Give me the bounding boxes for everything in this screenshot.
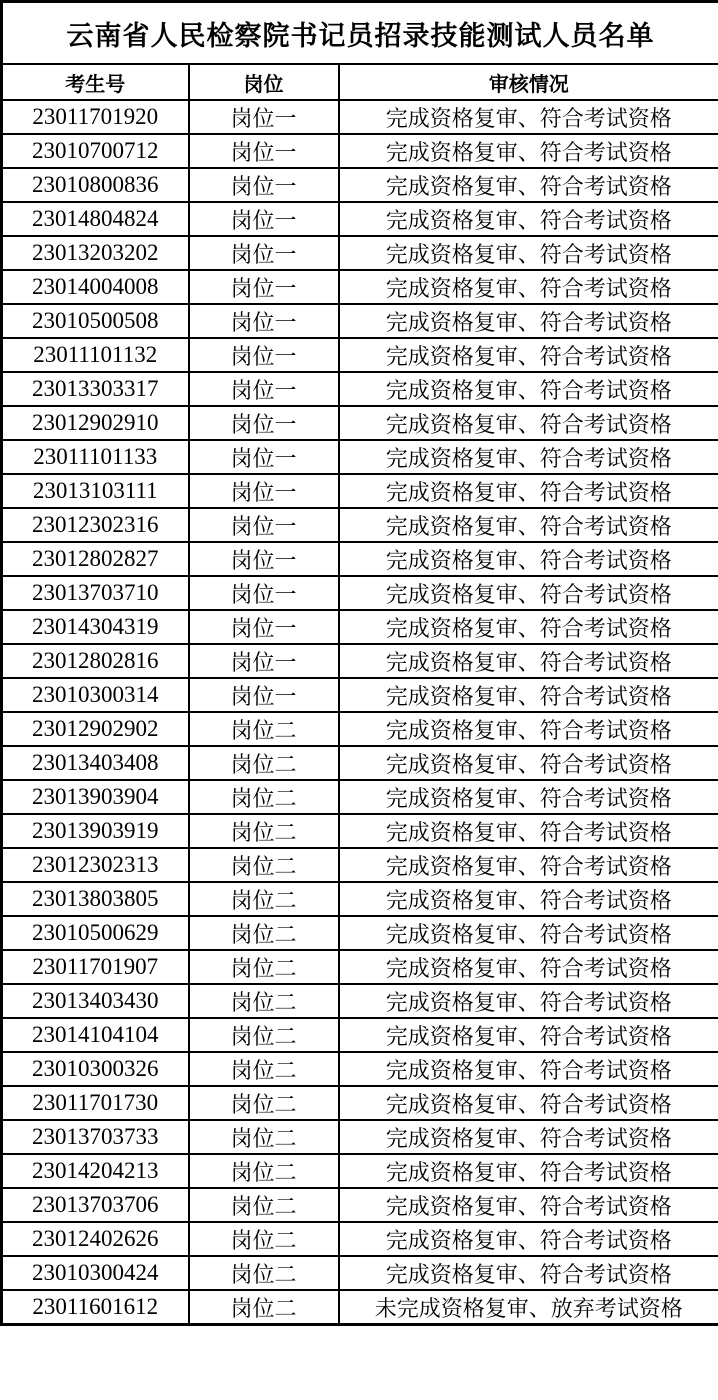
- post-cell: 岗位二: [189, 882, 339, 916]
- table-row: [2, 576, 718, 610]
- table-row: [2, 882, 718, 916]
- status-cell: 完成资格复审、符合考试资格: [339, 508, 718, 542]
- status-cell: 完成资格复审、符合考试资格: [339, 406, 718, 440]
- post-cell: 岗位二: [189, 1120, 339, 1154]
- candidate-id-cell: 23010500629: [2, 916, 189, 950]
- post-cell: 岗位二: [189, 1154, 339, 1188]
- post-cell: 岗位二: [189, 1222, 339, 1256]
- column-header-post: 岗位: [189, 64, 339, 100]
- candidate-id-cell: 23012402626: [2, 1222, 189, 1256]
- table-row: [2, 1188, 718, 1222]
- status-cell: 完成资格复审、符合考试资格: [339, 1222, 718, 1256]
- status-cell: 完成资格复审、符合考试资格: [339, 1086, 718, 1120]
- post-cell: 岗位一: [189, 610, 339, 644]
- table-row: [2, 168, 718, 202]
- post-cell: 岗位二: [189, 848, 339, 882]
- table-row: [2, 916, 718, 950]
- status-cell: 完成资格复审、符合考试资格: [339, 100, 718, 134]
- post-cell: 岗位一: [189, 134, 339, 168]
- post-cell: 岗位一: [189, 168, 339, 202]
- post-cell: 岗位一: [189, 270, 339, 304]
- status-cell: 完成资格复审、符合考试资格: [339, 1188, 718, 1222]
- table-row: [2, 950, 718, 984]
- candidate-id-cell: 23012902910: [2, 406, 189, 440]
- candidate-id-cell: 23013903919: [2, 814, 189, 848]
- status-cell: 完成资格复审、符合考试资格: [339, 304, 718, 338]
- post-cell: 岗位二: [189, 984, 339, 1018]
- post-cell: 岗位一: [189, 474, 339, 508]
- table-row: [2, 1018, 718, 1052]
- post-cell: 岗位二: [189, 1018, 339, 1052]
- table-row: [2, 1154, 718, 1188]
- table-row: [2, 1290, 718, 1325]
- table-row: [2, 474, 718, 508]
- table-row: [2, 984, 718, 1018]
- candidate-id-cell: 23012302313: [2, 848, 189, 882]
- candidate-id-cell: 23013103111: [2, 474, 189, 508]
- status-cell: 完成资格复审、符合考试资格: [339, 338, 718, 372]
- candidate-id-cell: 23010800836: [2, 168, 189, 202]
- post-cell: 岗位二: [189, 916, 339, 950]
- status-cell: 完成资格复审、符合考试资格: [339, 746, 718, 780]
- table-row: [2, 100, 718, 134]
- status-cell: 完成资格复审、符合考试资格: [339, 236, 718, 270]
- post-cell: 岗位一: [189, 372, 339, 406]
- table-row: [2, 304, 718, 338]
- candidate-id-cell: 23013703706: [2, 1188, 189, 1222]
- table-row: [2, 1222, 718, 1256]
- status-cell: 完成资格复审、符合考试资格: [339, 474, 718, 508]
- candidate-id-cell: 23013203202: [2, 236, 189, 270]
- post-cell: 岗位一: [189, 338, 339, 372]
- table-row: [2, 678, 718, 712]
- table-row: [2, 270, 718, 304]
- candidate-id-cell: 23013303317: [2, 372, 189, 406]
- status-cell: 完成资格复审、符合考试资格: [339, 882, 718, 916]
- post-cell: 岗位一: [189, 304, 339, 338]
- status-cell: 完成资格复审、符合考试资格: [339, 270, 718, 304]
- status-cell: 完成资格复审、符合考试资格: [339, 372, 718, 406]
- status-cell: 完成资格复审、符合考试资格: [339, 916, 718, 950]
- candidate-id-cell: 23011101132: [2, 338, 189, 372]
- table-row: [2, 746, 718, 780]
- status-cell: 完成资格复审、符合考试资格: [339, 1052, 718, 1086]
- candidate-id-cell: 23013703710: [2, 576, 189, 610]
- table-row: [2, 814, 718, 848]
- post-cell: 岗位二: [189, 1052, 339, 1086]
- candidate-id-cell: 23012302316: [2, 508, 189, 542]
- candidate-id-cell: 23011701730: [2, 1086, 189, 1120]
- status-cell: 完成资格复审、符合考试资格: [339, 1154, 718, 1188]
- table-row: [2, 780, 718, 814]
- status-cell: 完成资格复审、符合考试资格: [339, 678, 718, 712]
- candidate-id-cell: 23012802816: [2, 644, 189, 678]
- candidate-id-cell: 23010300424: [2, 1256, 189, 1290]
- table-body: [2, 100, 718, 1325]
- candidate-id-cell: 23011101133: [2, 440, 189, 474]
- status-cell: 完成资格复审、符合考试资格: [339, 780, 718, 814]
- candidate-id-cell: 23010300314: [2, 678, 189, 712]
- status-cell: 完成资格复审、符合考试资格: [339, 1018, 718, 1052]
- candidate-id-cell: 23013403430: [2, 984, 189, 1018]
- status-cell: 完成资格复审、符合考试资格: [339, 576, 718, 610]
- status-cell: 完成资格复审、符合考试资格: [339, 712, 718, 746]
- title-row: [2, 2, 718, 65]
- status-cell: 完成资格复审、符合考试资格: [339, 644, 718, 678]
- post-cell: 岗位一: [189, 542, 339, 576]
- post-cell: 岗位二: [189, 780, 339, 814]
- table-row: [2, 202, 718, 236]
- table-row: [2, 1086, 718, 1120]
- candidate-id-cell: 23013703733: [2, 1120, 189, 1154]
- page-title: 云南省人民检察院书记员招录技能测试人员名单: [2, 2, 718, 65]
- candidate-id-cell: 23012802827: [2, 542, 189, 576]
- post-cell: 岗位一: [189, 678, 339, 712]
- candidate-id-cell: 23013903904: [2, 780, 189, 814]
- candidate-id-cell: 23013803805: [2, 882, 189, 916]
- table-row: [2, 372, 718, 406]
- candidate-id-cell: 23012902902: [2, 712, 189, 746]
- post-cell: 岗位二: [189, 746, 339, 780]
- post-cell: 岗位二: [189, 950, 339, 984]
- table-row: [2, 440, 718, 474]
- post-cell: 岗位一: [189, 440, 339, 474]
- post-cell: 岗位一: [189, 236, 339, 270]
- column-header-review-status: 审核情况: [339, 64, 718, 100]
- candidate-id-cell: 23011701920: [2, 100, 189, 134]
- status-cell: 完成资格复审、符合考试资格: [339, 134, 718, 168]
- table-row: [2, 610, 718, 644]
- status-cell: 完成资格复审、符合考试资格: [339, 950, 718, 984]
- status-cell: 完成资格复审、符合考试资格: [339, 848, 718, 882]
- table-row: [2, 644, 718, 678]
- status-cell: 完成资格复审、符合考试资格: [339, 1120, 718, 1154]
- post-cell: 岗位一: [189, 508, 339, 542]
- table-row: [2, 542, 718, 576]
- candidate-id-cell: 23014204213: [2, 1154, 189, 1188]
- header-row: [2, 64, 718, 100]
- status-cell: 完成资格复审、符合考试资格: [339, 440, 718, 474]
- candidate-id-cell: 23011701907: [2, 950, 189, 984]
- table-row: [2, 848, 718, 882]
- table-row: [2, 236, 718, 270]
- status-cell: 完成资格复审、符合考试资格: [339, 168, 718, 202]
- table-row: [2, 712, 718, 746]
- post-cell: 岗位二: [189, 1188, 339, 1222]
- candidate-id-cell: 23014004008: [2, 270, 189, 304]
- table-row: [2, 1120, 718, 1154]
- status-cell: 完成资格复审、符合考试资格: [339, 610, 718, 644]
- table-row: [2, 508, 718, 542]
- post-cell: 岗位一: [189, 644, 339, 678]
- column-header-candidate-id: 考生号: [2, 64, 189, 100]
- post-cell: 岗位二: [189, 1086, 339, 1120]
- table-row: [2, 338, 718, 372]
- post-cell: 岗位二: [189, 814, 339, 848]
- candidate-id-cell: 23014304319: [2, 610, 189, 644]
- candidate-id-cell: 23014104104: [2, 1018, 189, 1052]
- status-cell: 完成资格复审、符合考试资格: [339, 542, 718, 576]
- status-cell: 完成资格复审、符合考试资格: [339, 202, 718, 236]
- table-row: [2, 134, 718, 168]
- candidate-id-cell: 23014804824: [2, 202, 189, 236]
- post-cell: 岗位一: [189, 100, 339, 134]
- post-cell: 岗位一: [189, 202, 339, 236]
- candidate-id-cell: 23010300326: [2, 1052, 189, 1086]
- table-row: [2, 1256, 718, 1290]
- status-cell: 完成资格复审、符合考试资格: [339, 984, 718, 1018]
- table-row: [2, 1052, 718, 1086]
- candidate-id-cell: 23011601612: [2, 1290, 189, 1325]
- status-cell: 完成资格复审、符合考试资格: [339, 814, 718, 848]
- candidate-id-cell: 23013403408: [2, 746, 189, 780]
- candidate-id-cell: 23010700712: [2, 134, 189, 168]
- post-cell: 岗位二: [189, 1290, 339, 1325]
- candidate-id-cell: 23010500508: [2, 304, 189, 338]
- post-cell: 岗位一: [189, 406, 339, 440]
- post-cell: 岗位二: [189, 1256, 339, 1290]
- table-row: [2, 406, 718, 440]
- status-cell: 完成资格复审、符合考试资格: [339, 1256, 718, 1290]
- post-cell: 岗位二: [189, 712, 339, 746]
- post-cell: 岗位一: [189, 576, 339, 610]
- status-cell: 未完成资格复审、放弃考试资格: [339, 1290, 718, 1325]
